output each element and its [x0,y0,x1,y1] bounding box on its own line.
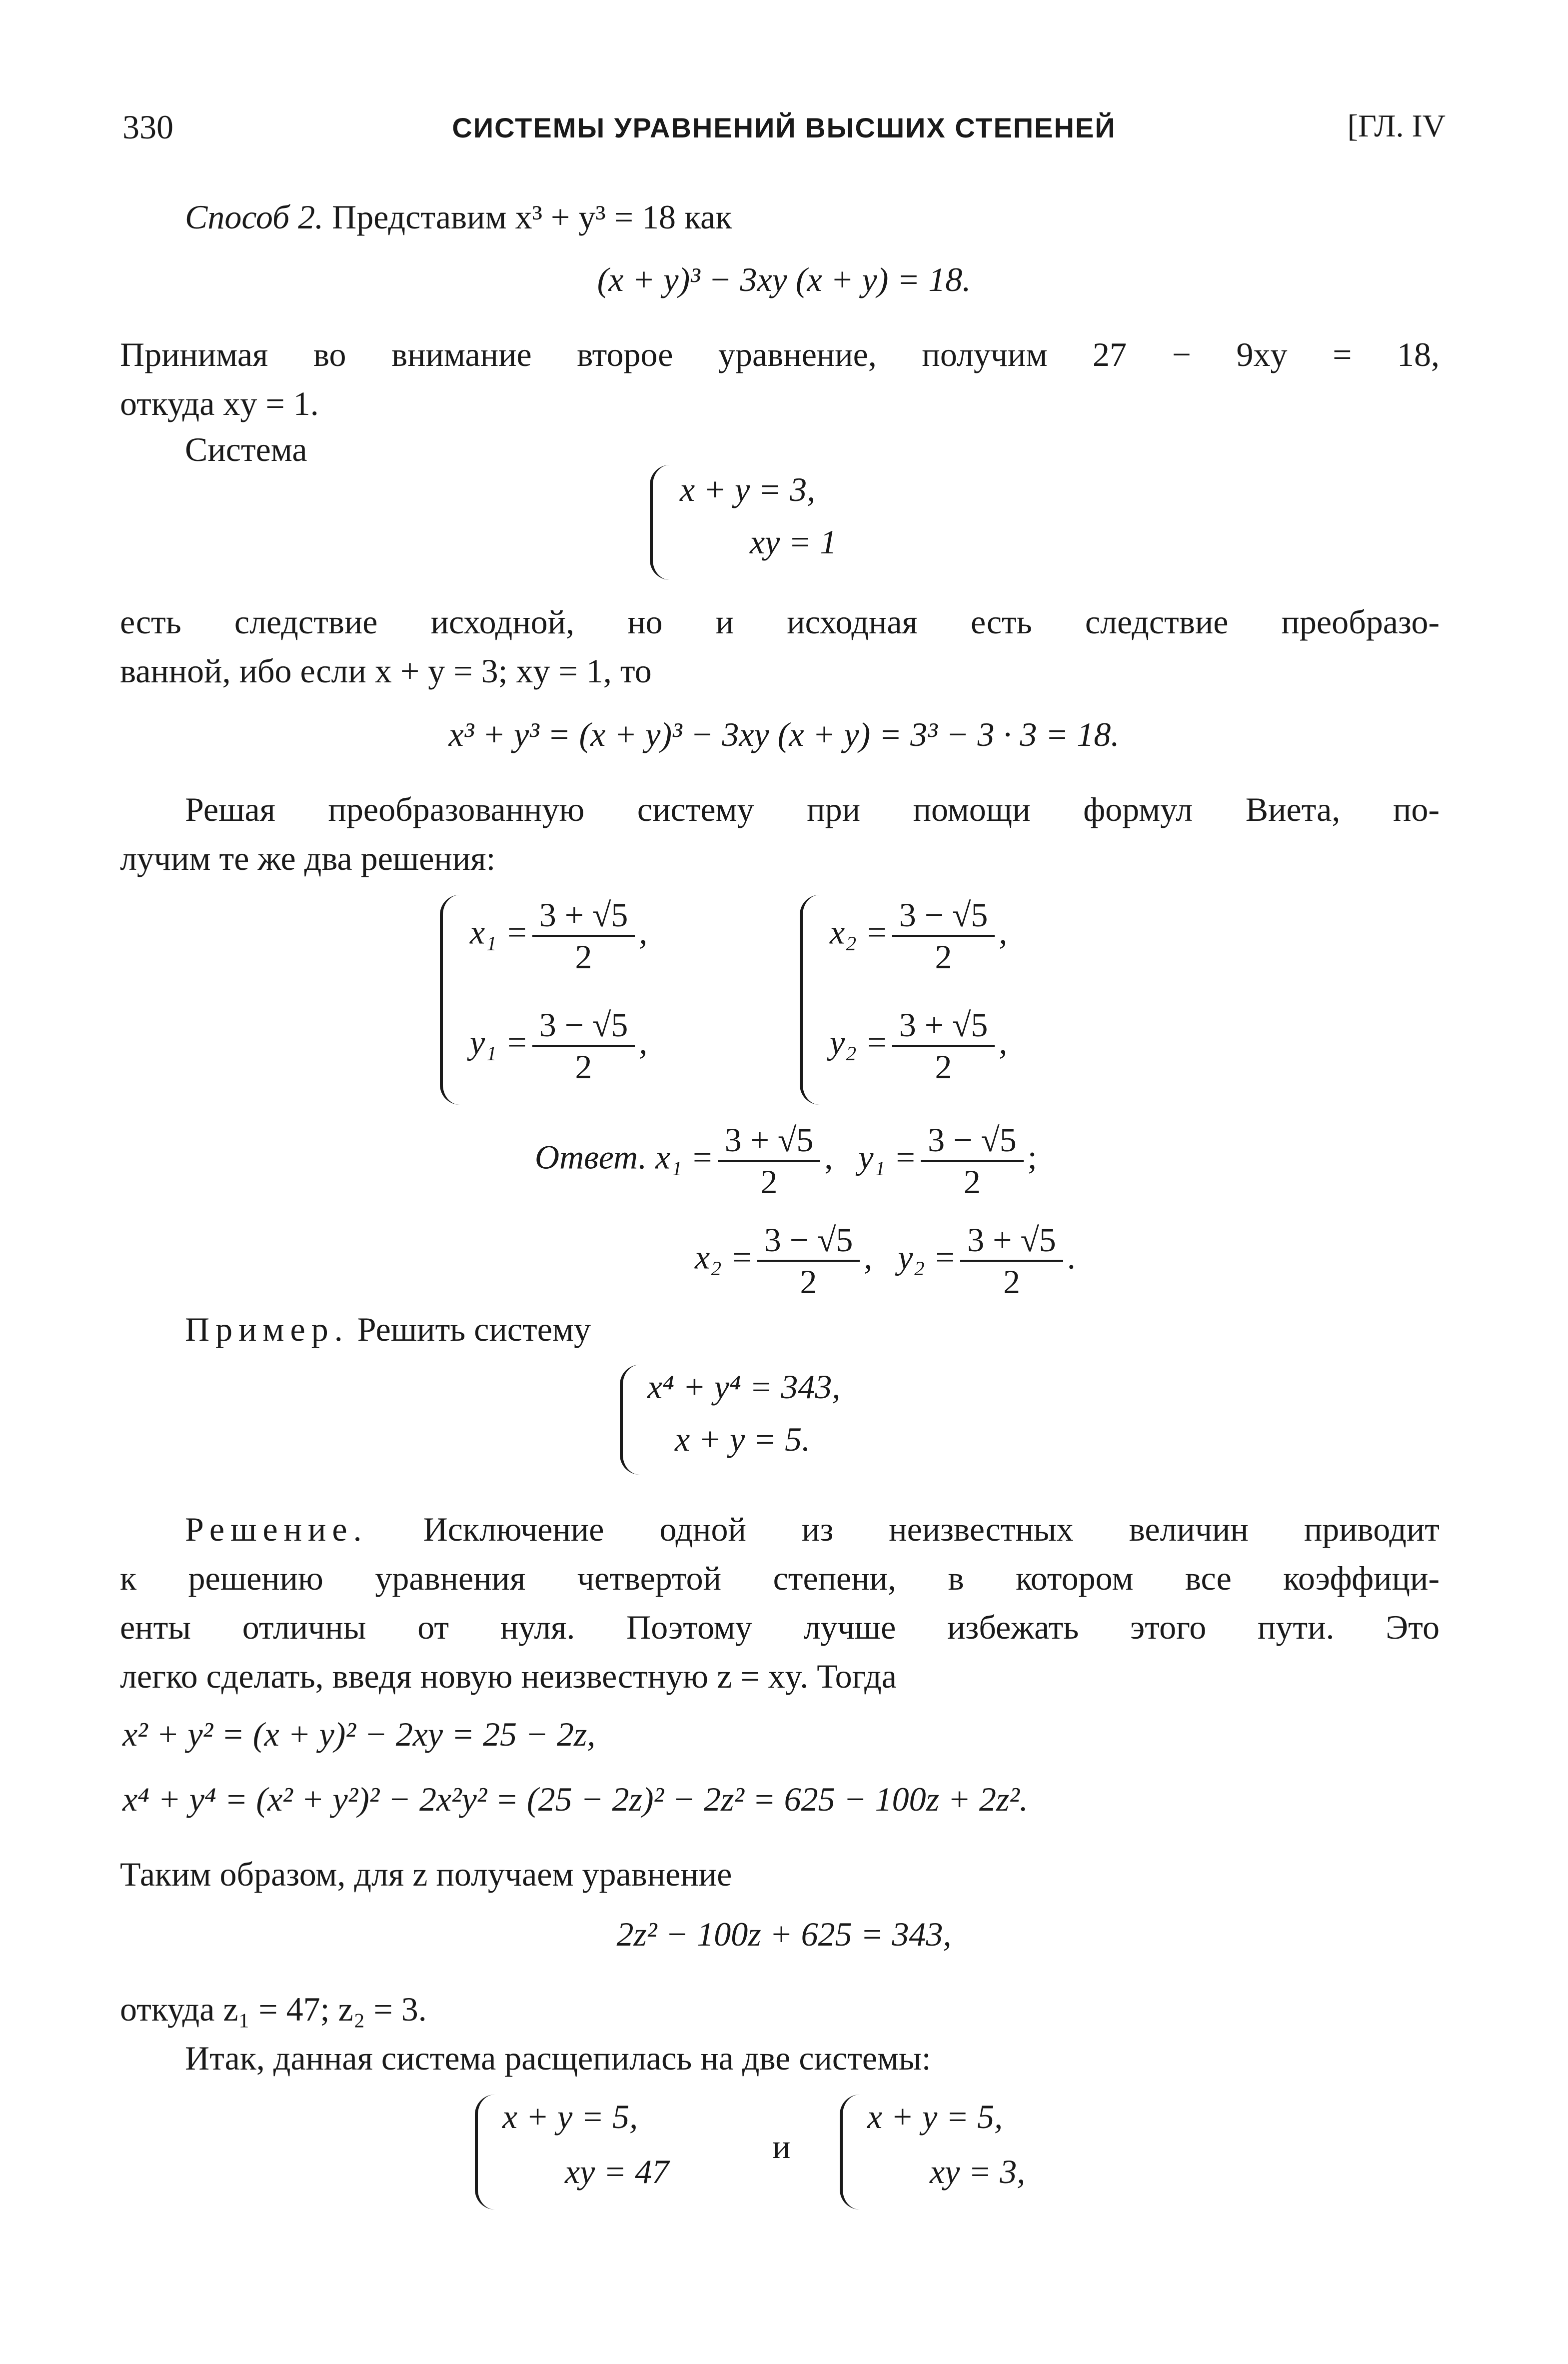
solution-system-2 [800,895,1150,1105]
system-brace [440,895,463,1105]
page-number: 330 [122,108,173,146]
system-row: x⁴ + y⁴ = 343, [647,1368,841,1406]
system-row: xy = 1 [750,523,837,561]
conjunction-and: и [772,2128,791,2166]
solution-row: x₁ = $\frac{3 + √5}{2}$ , [470,896,648,976]
paragraph-line: ванной, ибо если x + y = 3; xy = 1, то [120,652,652,690]
solution-label: Решение. [185,1510,368,1548]
solution-row: y₂ = $\frac{3 + √5}{2}$ , [830,1006,1008,1086]
system-row: xy = 47 [565,2153,669,2191]
example-label: Пример. [185,1310,349,1348]
example-text: Решить систему [357,1310,591,1348]
solution-row: y₁ = $\frac{3 - √5}{2}$ , [470,1006,648,1086]
equation-fourth-powers: x⁴ + y⁴ = (x² + y²)² − 2x²y² = (25 − 2z)² − 2z² = 625 − 100z + 2z². [122,1780,1028,1818]
paragraph-line: откуда xy = 1. [120,384,319,422]
method2-label: Способ 2. [185,198,324,236]
answer-label: Ответ. [535,1138,647,1176]
system-row: x + y = 5, [502,2098,638,2136]
system-row: xy = 3, [930,2153,1026,2191]
paragraph-line: Итак, данная система расщепилась на две системы: [185,2039,931,2077]
paragraph-line: откуда z₁ = 47; z₂ = 3. [120,1990,427,2028]
paragraph-line: к решению уравнения четвертой степени, в котором все коэффици- [120,1559,1440,1597]
paragraph-line: Система [185,430,307,468]
equation-squares: x² + y² = (x + y)² − 2xy = 25 − 2z, [122,1715,596,1753]
chapter-label: [ГЛ. IV [1347,108,1446,143]
system-row: x + y = 3, [680,470,816,508]
paragraph-line: Решая преобразованную систему при помощи формул Виета, по- [185,790,1440,828]
system-row: x + y = 5. [675,1420,811,1458]
paragraph-line: легко сделать, введя новую неизвестную z = xy. Тогда [120,1657,897,1695]
solution-system-1 [440,895,790,1105]
system-b [840,2095,1120,2210]
paragraph-line: Таким образом, для z получаем уравнение [120,1855,732,1893]
method2-text: Представим x³ + y³ = 18 как [332,198,732,236]
system-brace [840,2095,863,2210]
answer-line-1: Ответ. x₁ = $\frac{3 + √5}{2}$ , y₁ = $\frac{3 - √5}{2}$ ; [535,1121,1037,1201]
equation-check: x³ + y³ = (x + y)³ − 3xy (x + y) = 3³ − 3 · 3 = 18. [448,715,1120,753]
equation-quadratic: 2z² − 100z + 625 = 343, [616,1915,952,1953]
system-row: x + y = 5, [867,2098,1003,2136]
running-header [122,107,1446,152]
system-2 [620,1365,970,1475]
system-1 [650,465,950,580]
equation-cube-identity: (x + y)³ − 3xy (x + y) = 18. [597,260,971,298]
system-a [475,2095,755,2210]
solution-row: x₂ = $\frac{3 - √5}{2}$ , [830,896,1008,976]
system-brace [475,2095,498,2210]
system-brace [650,465,673,580]
system-brace [800,895,823,1105]
example-line [185,1305,591,1354]
paragraph-line: есть следствие исходной, но и исходная есть следствие преобразо- [120,603,1440,641]
paragraph-line: Решение. Исключение одной из неизвестных величин приводит [185,1510,1440,1548]
method2-line [185,192,732,241]
answer-line-2: x₂ = $\frac{3 - √5}{2}$ , y₂ = $\frac{3 + √5}{2}$ . [695,1221,1076,1301]
paragraph-line: Принимая во внимание второе уравнение, получим 27 − 9xy = 18, [120,335,1440,373]
header-title: СИСТЕМЫ УРАВНЕНИЙ ВЫСШИХ СТЕПЕНЕЙ [452,112,1116,143]
paragraph-line: енты отличны от нуля. Поэтому лучше избежать этого пути. Это [120,1608,1440,1646]
system-brace [620,1365,643,1475]
paragraph-line: лучим те же два решения: [120,839,496,877]
